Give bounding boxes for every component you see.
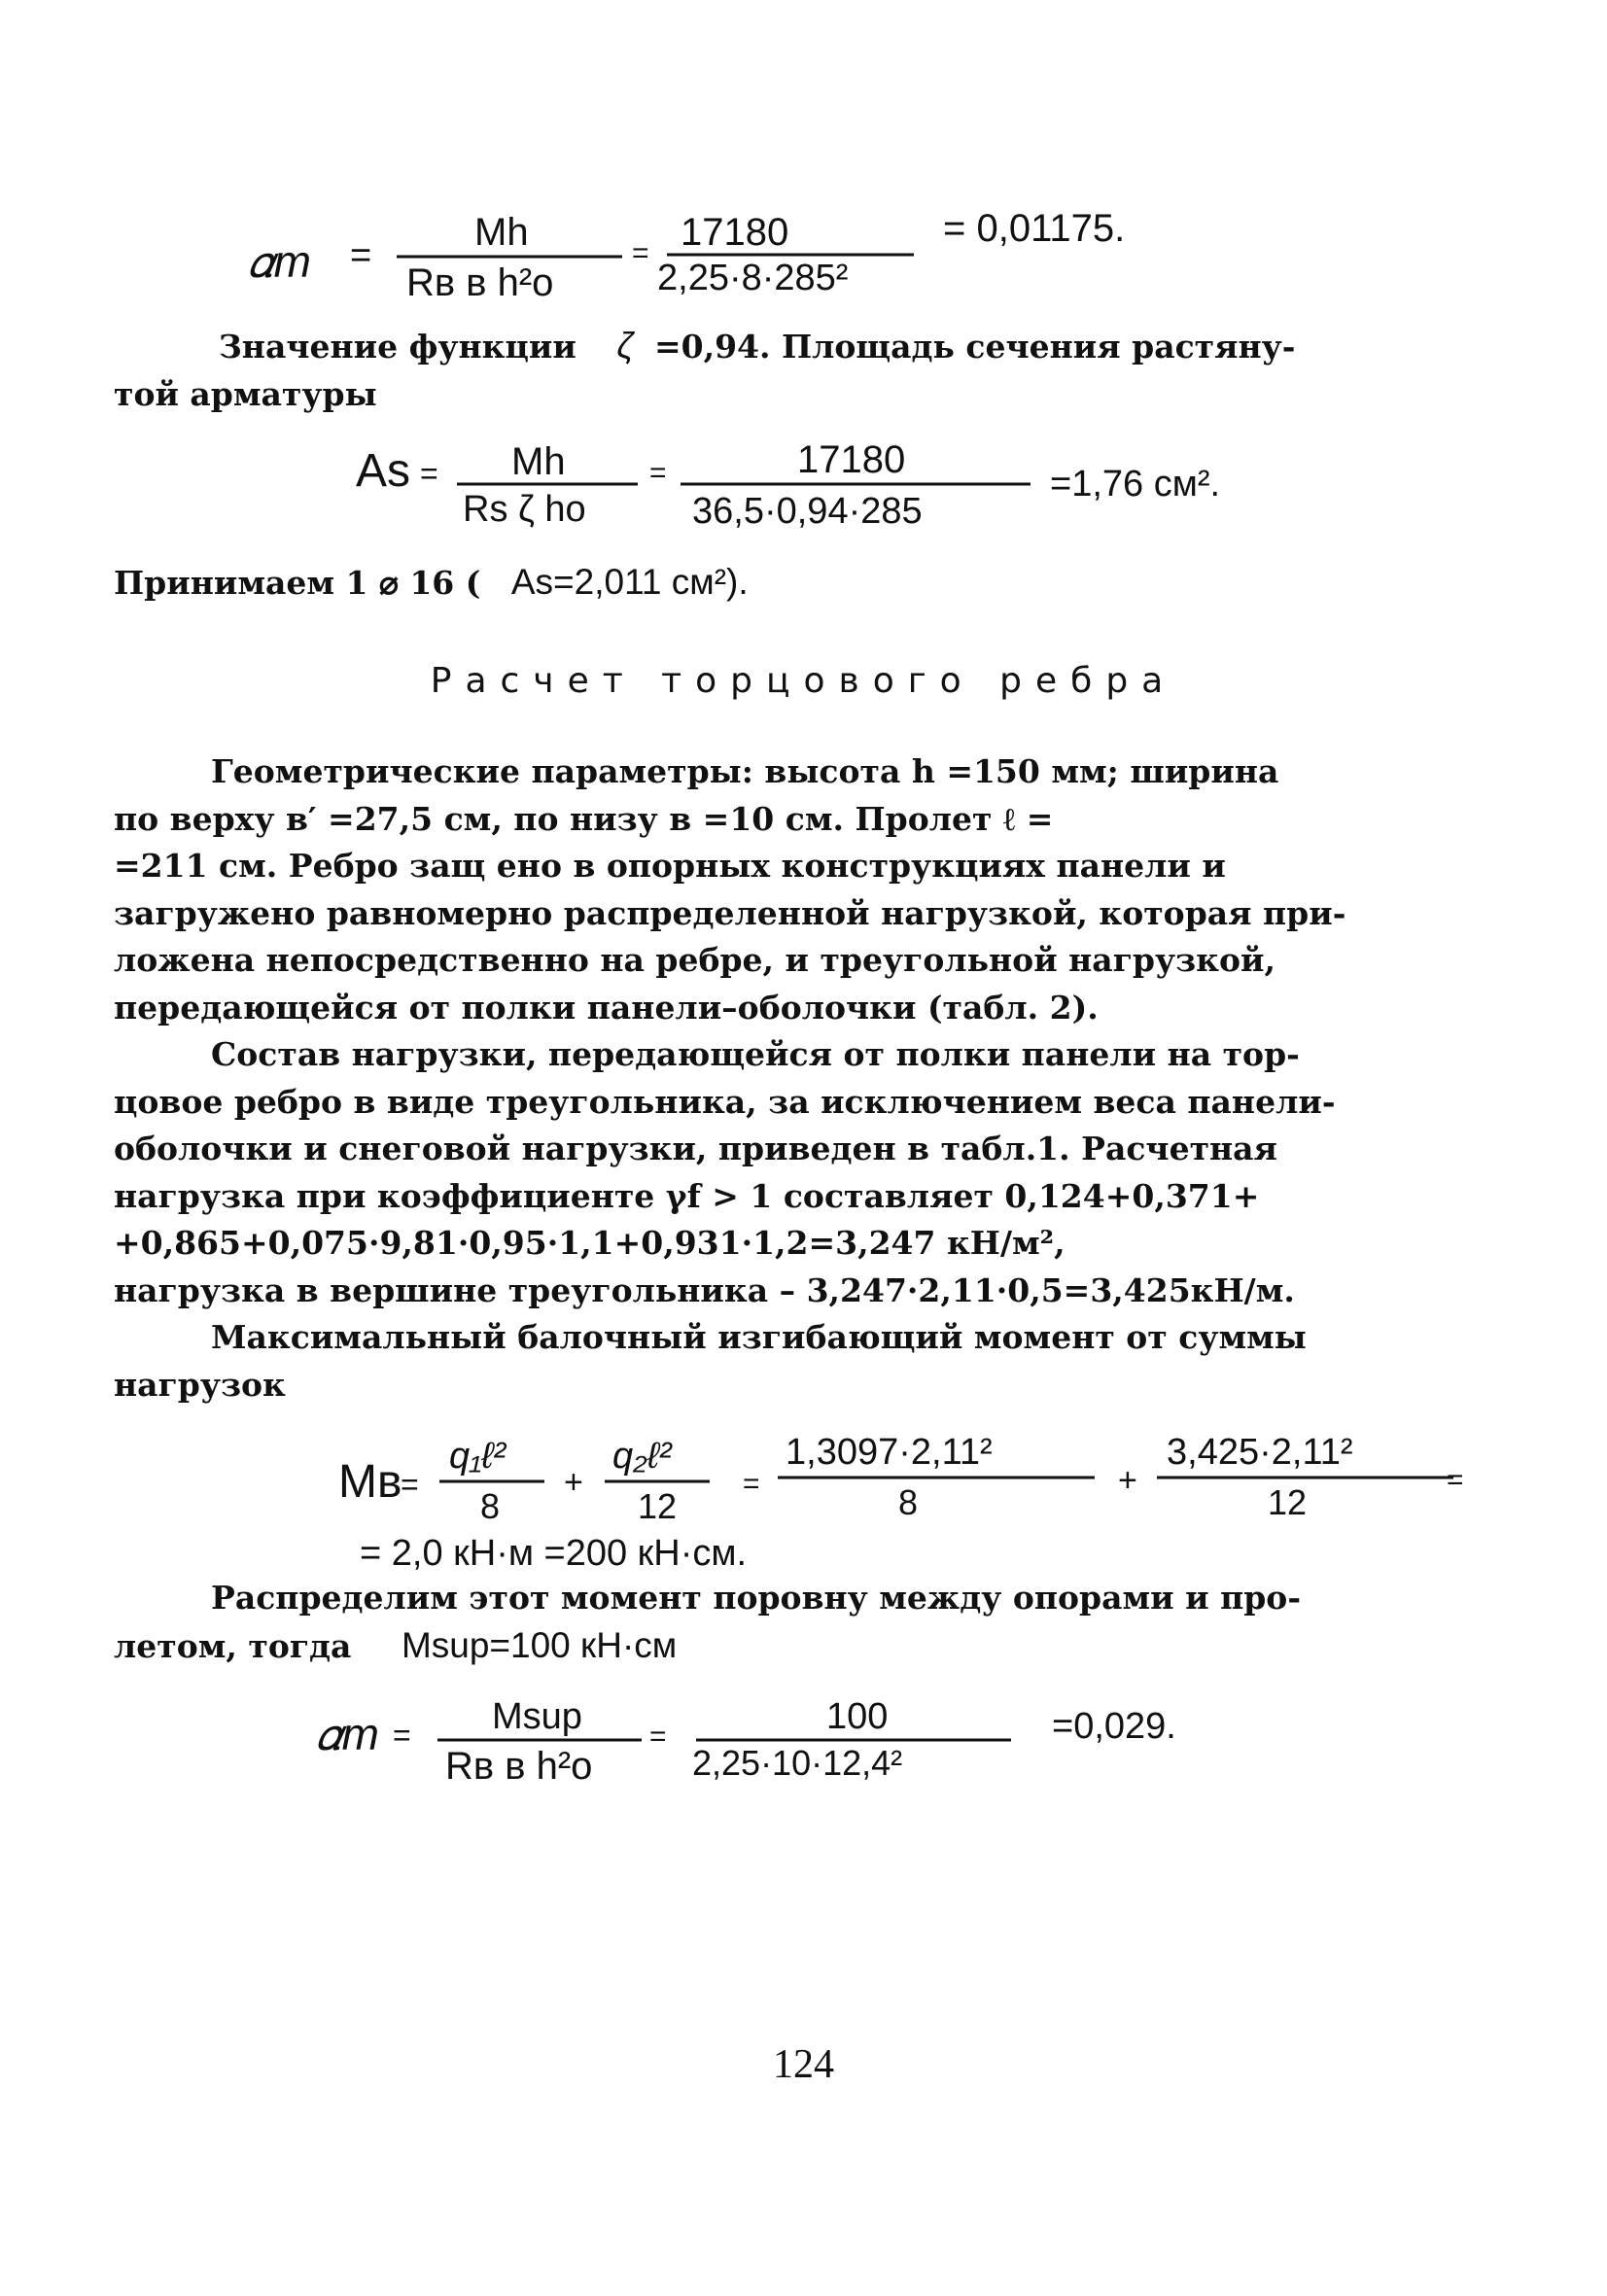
distribute-line-1: Распределим этот момент поровну между опорами и про- <box>211 1579 1302 1617</box>
load-line-1: Состав нагрузки, передающейся от полки панели на тор- <box>211 1035 1300 1073</box>
eq3-den4: 12 <box>1268 1482 1308 1522</box>
eq3-num4: 3,425·2,11² <box>1167 1432 1353 1473</box>
msup-formula: Msup=100 кН·см <box>401 1624 678 1665</box>
eq4-num: Msup <box>492 1696 582 1737</box>
eq3-den2: 12 <box>638 1486 678 1526</box>
paragraph-geometry <box>114 748 1460 1031</box>
zeta-label: Значение функции <box>219 328 576 365</box>
zeta-line-2: той арматуры <box>114 374 377 413</box>
eq4-den: Rв в h²o <box>445 1745 593 1788</box>
eq3-lhs: Mв <box>338 1456 402 1508</box>
load-line-4: нагрузка при коэффициенте γf > 1 составляет 0,124+0,371+ <box>114 1176 1260 1215</box>
geometry-line-6: передающейся от полки панели–оболочки (табл. 2). <box>114 988 1099 1026</box>
moment-line-2: нагрузок <box>114 1365 286 1404</box>
eq1-eq: = <box>350 235 372 276</box>
eq4-lhs: 𝛼m <box>316 1709 379 1759</box>
eq3-den3: 8 <box>898 1482 919 1522</box>
section-heading: Расчет торцового ребра <box>430 661 1177 701</box>
accept-text: Принимаем 1 ⌀ 16 ( <box>114 564 481 602</box>
geometry-line-3: =211 см. Ребро защ ено в опорных конструкциях панели и <box>114 847 1226 885</box>
eq1-den2: 2,25·8·285² <box>657 258 849 298</box>
eq3-plus2: + <box>1118 1462 1137 1499</box>
equation-alpha-m-2 <box>0 1672 1607 1818</box>
geometry-line-2: по верху в′ =27,5 см, по низу в =10 см. Пролет ℓ = <box>114 799 1054 838</box>
eq2-den2: 36,5·0,94·285 <box>692 491 923 532</box>
eq3-eq2: = <box>743 1468 760 1500</box>
eq1-num2: 17180 <box>681 211 789 254</box>
eq4-result: =0,029. <box>1052 1706 1176 1747</box>
eq4-num2: 100 <box>826 1696 889 1737</box>
eq3-num2: q₂ℓ² <box>612 1436 672 1477</box>
load-line-6: нагрузка в вершине треугольника – 3,247·2,11·0,5=3,425кН/м. <box>114 1270 1295 1309</box>
load-line-3: оболочки и снеговой нагрузки, приведен в табл.1. Расчетная <box>114 1130 1277 1167</box>
eq1-result: = 0,01175. <box>943 207 1126 250</box>
zeta-value-text: =0,94. Площадь сечения растяну- <box>653 328 1296 365</box>
eq2-eq: = <box>420 456 438 491</box>
eq3-result: = 2,0 кН·м =200 кН·см. <box>360 1533 748 1574</box>
eq1-num: Mh <box>474 211 529 254</box>
eq2-lhs: As <box>356 445 411 497</box>
moment-line-1: Максимальный балочный изгибающий момент от суммы <box>211 1318 1307 1356</box>
geometry-line-5: ложена непосредственно на ребре, и треугольной нагрузкой, <box>114 941 1275 979</box>
paragraph-load <box>114 1031 1460 1314</box>
eq4-den2: 2,25·10·12,4² <box>692 1743 903 1783</box>
geometry-line-4: загружено равномерно распределенной нагрузкой, которая при- <box>114 893 1346 932</box>
load-line-5: +0,865+0,075·9,81·0,95·1,1+0,931·1,2=3,247 кН/м², <box>114 1224 1066 1262</box>
equation-as <box>0 418 1607 544</box>
eq1-lhs: 𝛼m <box>248 236 311 287</box>
eq2-eq2: = <box>649 457 667 489</box>
distribute-line-2: летом, тогда <box>114 1626 352 1665</box>
eq2-num: Mh <box>511 440 566 483</box>
eq3-den1: 8 <box>480 1486 501 1526</box>
eq4-eq2: = <box>649 1721 667 1753</box>
eq4-eq: = <box>393 1718 411 1753</box>
eq2-num2: 17180 <box>797 438 906 481</box>
eq3-eq: = <box>401 1467 419 1502</box>
accept-formula: As=2,011 см²). <box>510 562 749 602</box>
zeta-symbol: ζ <box>616 326 634 365</box>
paragraph-zeta <box>114 323 1460 418</box>
equation-mb <box>0 1409 1607 1575</box>
accept-line <box>114 559 1460 608</box>
eq2-den: Rs ζ ho <box>463 489 586 530</box>
eq1-den: Rв в h²o <box>406 261 554 304</box>
paragraph-moment <box>114 1314 1460 1409</box>
eq3-num1: q₁ℓ² <box>449 1436 507 1477</box>
equation-alpha-m-1 <box>0 0 1607 330</box>
eq3-num3: 1,3097·2,11² <box>786 1432 993 1473</box>
page-number: 124 <box>773 2042 834 2087</box>
eq3-eq3: = <box>1447 1464 1464 1496</box>
eq3-plus: + <box>564 1464 583 1501</box>
eq2-result: =1,76 см². <box>1050 464 1221 504</box>
eq1-eq2: = <box>632 237 649 269</box>
geometry-line-1: Геометрические параметры: высота h =150 мм; ширина <box>211 752 1279 790</box>
paragraph-distribute <box>114 1575 1460 1670</box>
load-line-2: цовое ребро в виде треугольника, за исключением веса панели- <box>114 1082 1336 1121</box>
